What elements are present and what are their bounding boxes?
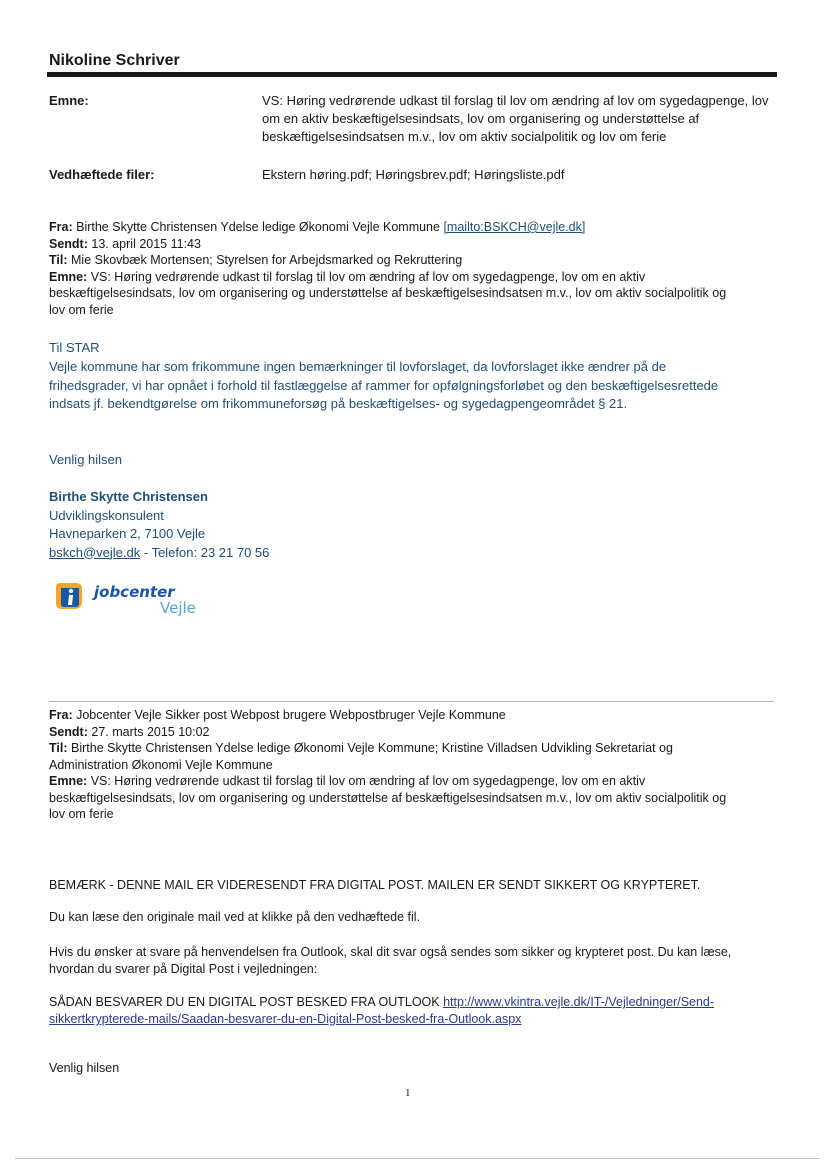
signature-email-link[interactable]: bskch@vejle.dk bbox=[49, 544, 141, 560]
subject-value: VS: Høring vedrørende udkast til forslag til lov om ændring af lov om sygedagpenge, lov om en aktiv beskæftigelsesindsats, lov om organisering og understøttelse af beskæftigelsesindsatsen m.v., lov om aktiv socialpolitik og lov om ferie bbox=[262, 93, 769, 144]
message-separator bbox=[49, 701, 774, 702]
signature-phone: - Telefon: 23 21 70 56 bbox=[140, 544, 270, 560]
page-number: 1 bbox=[405, 1087, 411, 1099]
mailto-link[interactable]: [mailto:BSKCH@vejle.dk] bbox=[443, 220, 586, 234]
jobcenter-logo bbox=[52, 579, 222, 621]
sender-name: Nikoline Schriver bbox=[49, 52, 180, 69]
guide-text: SÅDAN BESVARER DU EN DIGITAL POST BESKED FRA OUTLOOK bbox=[49, 995, 444, 1009]
to-label: Til: bbox=[49, 253, 68, 267]
paragraph-read-original: Du kan læse den originale mail ved at klikke på den vedhæftede fil. bbox=[49, 910, 421, 924]
signature-address: Havneparken 2, 7100 Vejle bbox=[49, 526, 206, 541]
sent-value: 27. marts 2015 10:02 bbox=[91, 724, 210, 739]
from-label: Fra: bbox=[49, 708, 73, 722]
message2-to bbox=[49, 740, 739, 773]
forward-notice: BEMÆRK - DENNE MAIL ER VIDERESENDT FRA DIGITAL POST. MAILEN ER SENDT SIKKERT OG KRYPTERET. bbox=[49, 878, 701, 892]
from-value: Jobcenter Vejle Sikker post Webpost brugere Webpostbruger Vejle Kommune bbox=[76, 708, 506, 722]
subject-label: Emne: bbox=[49, 269, 88, 284]
signature-name: Birthe Skytte Christensen bbox=[49, 489, 208, 504]
jobcenter-logo-icon bbox=[52, 579, 222, 621]
message2-header bbox=[49, 707, 739, 823]
message1-to bbox=[49, 252, 739, 269]
message1-sent bbox=[49, 236, 739, 253]
from-value: Birthe Skytte Christensen Ydelse ledige Økonomi Vejle Kommune bbox=[76, 220, 440, 234]
paragraph-reply-instructions: Hvis du ønsker at svare på henvendelsen fra Outlook, skal dit svar også sendes som sikker og krypteret post. Du kan læse, hvordan du svarer på Digital Post i vejledningen: bbox=[49, 945, 732, 976]
guide-line bbox=[49, 994, 769, 1028]
sent-value: 13. april 2015 11:43 bbox=[91, 236, 201, 251]
to-label: Til: bbox=[49, 741, 68, 755]
page-bottom-edge bbox=[15, 1158, 820, 1159]
message2-sent bbox=[49, 724, 739, 741]
attachments-label: Vedhæftede filer: bbox=[49, 167, 155, 182]
from-label: Fra: bbox=[49, 220, 73, 234]
attachments-value[interactable]: Ekstern høring.pdf; Høringsbrev.pdf; Høringsliste.pdf bbox=[262, 167, 565, 182]
sent-label: Sendt: bbox=[49, 236, 88, 251]
logo-word-vejle: Vejle bbox=[160, 599, 196, 617]
subject-label: Emne: bbox=[49, 774, 88, 788]
subject-value: VS: Høring vedrørende udkast til forslag til lov om ændring af lov om sygedagpenge, lov om en aktiv beskæftigelsesindsats, lov om organisering og understøttelse af beskæftigelsesindsatsen m.v., lov om aktiv socialpolitik og lov om ferie bbox=[49, 269, 727, 317]
to-value: Birthe Skytte Christensen Ydelse ledige Økonomi Vejle Kommune; Kristine Villadsen Udvikling Sekretariat og Administration Økonomi Vejle Kommune bbox=[49, 741, 673, 772]
header-divider bbox=[47, 72, 777, 77]
message1-subject bbox=[49, 269, 739, 319]
signature-contact bbox=[49, 544, 749, 563]
to-value: Mie Skovbæk Mortensen; Styrelsen for Arbejdsmarked og Rekruttering bbox=[71, 253, 463, 267]
guide-link[interactable]: http://www.vkintra.vejle.dk/IT-/Vejledninger/Send-sikkertkrypterede-mails/Saadan-besvarer-du-en-Digital-Post-besked-fra-Outlook.aspx bbox=[49, 995, 715, 1026]
message1-greeting: Til STAR bbox=[49, 340, 100, 355]
message2-from bbox=[49, 707, 739, 724]
message1-closing: Venlig hilsen bbox=[49, 452, 122, 467]
message2-closing: Venlig hilsen bbox=[49, 1061, 120, 1075]
logo-word-jobcenter: jobcenter bbox=[94, 583, 175, 601]
message1-from bbox=[49, 219, 739, 236]
message1-header bbox=[49, 219, 739, 318]
signature-title: Udviklingskonsulent bbox=[49, 507, 164, 523]
signature bbox=[49, 488, 749, 562]
subject-value: VS: Høring vedrørende udkast til forslag til lov om ændring af lov om sygedagpenge, lov om en aktiv beskæftigelsesindsats, lov om organisering og understøttelse af beskæftigelsesindsatsen m.v., lov om aktiv socialpolitik og lov om ferie bbox=[49, 774, 727, 821]
message1-body: Vejle kommune har som frikommune ingen bemærkninger til lovforslaget, da lovforslaget ikke ændrer på de frihedsgrader, vi har opnået i forhold til fastlæggelse af rammer for opfølgningsforløbet og den beskæftigelsesrettede indsats jf. bekendtgørelse om frikommuneforsøg på beskæftigelses- og sygedagpengeområdet § 21. bbox=[49, 359, 719, 411]
subject-label: Emne: bbox=[49, 93, 89, 108]
message2-subject bbox=[49, 773, 739, 823]
sent-label: Sendt: bbox=[49, 724, 88, 739]
